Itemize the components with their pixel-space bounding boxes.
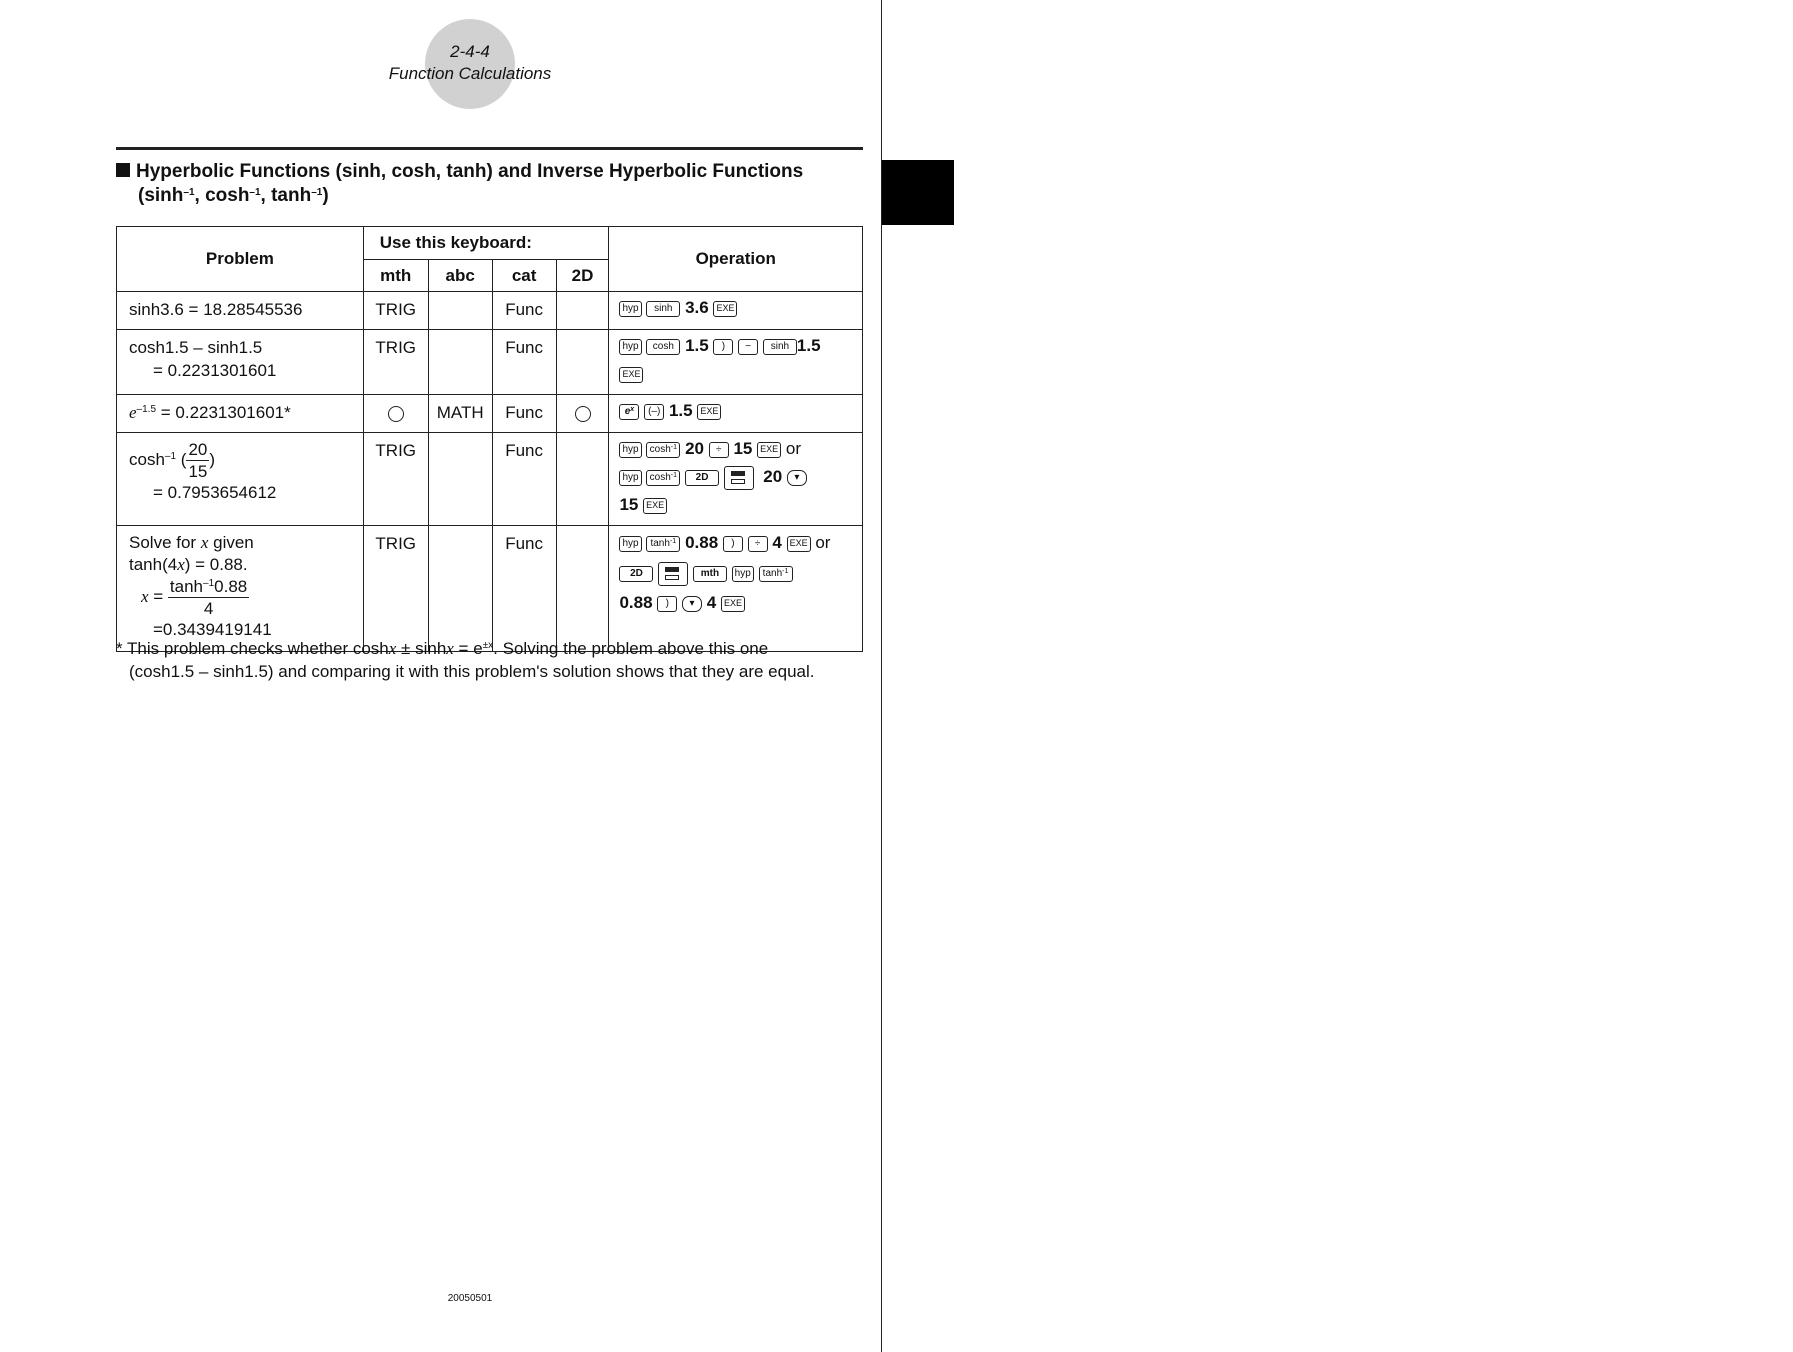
circle-mark-icon <box>388 406 404 422</box>
page-number: 2-4-4 <box>450 42 490 61</box>
exe-key-icon: EXE <box>713 301 737 317</box>
minus-key-icon: − <box>738 339 758 355</box>
down-arrow-key-icon: ▾ <box>682 596 702 612</box>
tanh-inverse-key-icon: $\tanh^{-1}$ <box>646 536 680 552</box>
footnote: * This problem checks whether $\cosh x \pm \sinh x = e^{\pm x}$. Solving the problem above this one (cosh1.5 – sinh1.5) and comparing it with this problem's solution shows that they are equal. <box>116 639 815 681</box>
hyp-key-icon: hyp <box>619 470 641 486</box>
negative-key-icon: (–) <box>644 404 664 420</box>
hyp-key-icon: hyp <box>619 339 641 355</box>
operation-cell: hyp $\tanh^{-1} 0.88$ ) ÷ 4 EXE or 2D mth hyp $\tanh^{-1}$ 0.88 ) ▾ 4 EXE <box>619 533 831 612</box>
sinh-key-icon: sinh <box>763 339 797 355</box>
operation-cell: hyp $\cosh^{-1} 20 \div 15$ EXE or hyp $\cosh^{-1} 2D$ 20 ▾ 15 EXE <box>609 433 862 525</box>
operation-cell: $e^x$ (–) 1.5 EXE <box>609 395 862 431</box>
footer-code: 20050501 <box>447 1293 493 1304</box>
exe-key-icon: EXE <box>757 442 781 458</box>
exe-key-icon: EXE <box>697 404 721 420</box>
square-bullet-icon <box>116 163 130 177</box>
section-title: Function Calculations <box>388 64 552 83</box>
problem-cell: Solve for x given tanh(4x) = 0.88. x = $\frac{\tanh^{-1}0.88}{4}$ =0.3439419141 <box>129 533 272 639</box>
exe-key-icon: EXE <box>643 498 667 514</box>
header-abc: abc <box>428 260 492 292</box>
header-cat: cat <box>492 260 556 292</box>
cosh-inverse-key-icon: $\cosh^{-1}$ <box>646 470 680 486</box>
divide-key-icon: ÷ <box>709 442 729 458</box>
down-arrow-key-icon: ▾ <box>787 470 807 486</box>
header-problem: Problem <box>117 227 364 292</box>
right-paren-key-icon: ) <box>657 596 677 612</box>
hyp-key-icon: hyp <box>619 536 641 552</box>
header-2d: 2D <box>556 260 609 292</box>
hyp-key-icon: hyp <box>619 301 641 317</box>
top-rule <box>116 147 863 150</box>
function-table <box>116 226 863 652</box>
exe-key-icon: EXE <box>787 536 811 552</box>
hyp-key-icon: hyp <box>732 566 754 582</box>
right-paren-key-icon: ) <box>723 536 743 552</box>
hyp-key-icon: hyp <box>619 442 641 458</box>
problem-cell: cosh1.5 – sinh1.5 = 0.2231301601 <box>129 338 277 380</box>
chapter-tab <box>882 160 1783 373</box>
table-row: sinh3.6 = 18.28545536 TRIG Func hyp sinh 3.6 EXE <box>117 292 863 330</box>
2d-key-icon: 2D <box>685 470 719 486</box>
fraction-key-icon <box>724 466 754 490</box>
header-keyboard: Use this keyboard: <box>363 227 609 260</box>
table-row: $e^{-1.5} = 0.2231301601*$ MATH Func $e^x$ (–) 1.5 EXE <box>117 395 863 433</box>
problem-cell: sinh3.6 = 18.28545536 <box>129 300 303 319</box>
table-row: cosh1.5 – sinh1.5 = 0.2231301601 TRIG Func hyp cosh 1.5 ) − sinh 1.5 EXE <box>117 330 863 395</box>
ex-key-icon: $e^x$ <box>619 404 639 420</box>
2d-key-icon: 2D <box>619 566 653 582</box>
section-heading: Hyperbolic Functions (sinh, cosh, tanh) and Inverse Hyperbolic Functions ($\sinh^{-1}$, $\cosh^{-1}$, $\tanh^{-1}$) <box>116 160 876 208</box>
problem-cell: $e^{-1.5} = 0.2231301601*$ <box>129 403 291 422</box>
operation-cell: hyp cosh 1.5 ) − sinh 1.5 EXE <box>609 330 862 394</box>
right-paren-key-icon: ) <box>713 339 733 355</box>
header-mth: mth <box>363 260 428 292</box>
problem-cell: $\cosh^{-1}$ ( $\frac{20}{15}$ ) = 0.7953654612 <box>129 440 277 502</box>
divide-key-icon: ÷ <box>748 536 768 552</box>
table-row: Solve for x given tanh(4x) = 0.88. x = $\frac{\tanh^{-1}0.88}{4}$ =0.3439419141 TRIG Func hyp $\tanh^{-1} 0.88$ ) ÷ 4 EXE or 2D mth hyp $\tanh^{-1}$ 0.88 ) ▾ 4 EXE <box>117 526 863 652</box>
fraction-key-icon <box>658 562 688 586</box>
table-row: $\cosh^{-1}$ ( $\frac{20}{15}$ ) = 0.7953654612 TRIG Func hyp $\cosh^{-1} 20 \div 15$ EXE or hyp $\cosh^{-1} 2D$ 20 ▾ 15 EXE <box>117 433 863 526</box>
operation-cell: hyp sinh 3.6 EXE <box>609 292 862 328</box>
cosh-key-icon: cosh <box>646 339 680 355</box>
header-operation: Operation <box>609 227 863 292</box>
mth-key-icon: mth <box>693 566 727 582</box>
calculator-icon: ▪▪ ▪▪ ▪▪ ▪▪ <box>1771 330 1793 372</box>
cosh-inverse-key-icon: $\cosh^{-1}$ <box>646 442 680 458</box>
tanh-inverse-key-icon: $\tanh^{-1}$ <box>759 566 793 582</box>
sinh-key-icon: sinh <box>646 301 680 317</box>
circle-mark-icon <box>575 406 591 422</box>
exe-key-icon: EXE <box>721 596 745 612</box>
exe-key-icon: EXE <box>619 367 643 383</box>
